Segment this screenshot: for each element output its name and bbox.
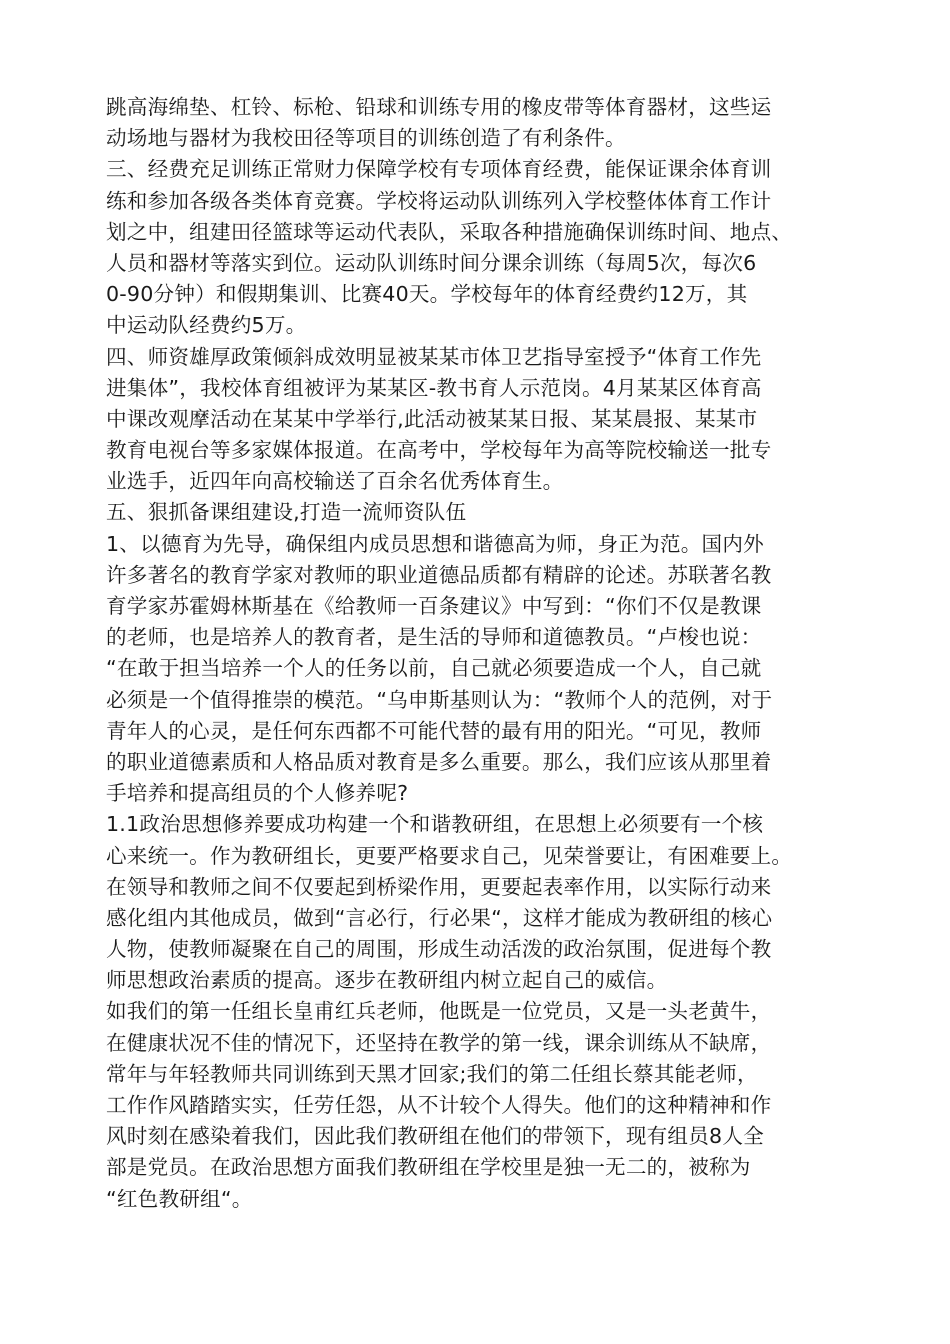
text-line: 人物，使教师凝聚在自己的周围，形成生动活泼的政治氛围，促进每个教	[106, 937, 772, 962]
text-line: 动场地与器材为我校田径等项目的训练创造了有利条件。	[106, 126, 626, 151]
text-line: 划之中，组建田径篮球等运动代表队，采取各种措施确保训练时间、地点、	[106, 219, 793, 244]
text-line: 师思想政治素质的提高。逐步在教研组内树立起自己的威信。	[106, 968, 668, 993]
text-line: 许多著名的教育学家对教师的职业道德品质都有精辟的论述。苏联著名教	[106, 562, 772, 587]
text-line: 部是党员。在政治思想方面我们教研组在学校里是独一无二的，被称为	[106, 1155, 751, 1180]
text-line: 跳高海绵垫、杠铃、标枪、铅球和训练专用的橡皮带等体育器材，这些运	[106, 95, 772, 119]
text-line: 练和参加各级各类体育竞赛。学校将运动队训练列入学校整体体育工作计	[106, 188, 772, 213]
text-line: 手培养和提高组员的个人修养呢?	[106, 781, 409, 806]
text-line: 教育电视台等多家媒体报道。在高考中，学校每年为高等院校输送一批专	[106, 438, 772, 463]
text-line: 在领导和教师之间不仅要起到桥梁作用，更要起表率作用，以实际行动来	[106, 874, 772, 899]
text-line: 心来统一。作为教研组长，更要严格要求自己，见荣誉要让，有困难要上。	[106, 843, 793, 868]
text-line: “在敢于担当培养一个人的任务以前，自己就必须要造成一个人，自己就	[106, 656, 762, 681]
section-heading: 五、狠抓备课组建设,打造一流师资队伍	[106, 500, 467, 525]
text-line: 青年人的心灵，是任何东西都不可能代替的最有用的阳光。“可见，教师	[106, 718, 762, 743]
text-line: 三、经费充足训练正常财力保障学校有专项体育经费，能保证课余体育训	[106, 157, 772, 182]
text-line: 工作作风踏踏实实，任劳任怨，从不计较个人得失。他们的这种精神和作	[106, 1093, 772, 1117]
text-line: “红色教研组“。	[106, 1186, 253, 1211]
text-line: 风时刻在感染着我们，因此我们教研组在他们的带领下，现有组员8人全	[106, 1124, 764, 1149]
text-line: 在健康状况不佳的情况下，还坚持在教学的第一线，课余训练从不缺席，	[106, 1030, 772, 1055]
text-line: 1.1政治思想修养要成功构建一个和谐教研组，在思想上必须要有一个核	[106, 812, 764, 837]
text-line: 常年与年轻教师共同训练到天黑才回家;我们的第二任组长蔡其能老师，	[106, 1061, 758, 1086]
text-line: 如我们的第一任组长皇甫红兵老师，他既是一位党员，又是一头老黄牛，	[106, 999, 772, 1024]
text-line: 人员和器材等落实到位。运动队训练时间分课余训练（每周5次，每次6	[106, 250, 757, 275]
text-line: 中课改观摩活动在某某中学举行,此活动被某某日报、某某晨报、某某市	[106, 406, 758, 431]
text-line: 中运动队经费约5万。	[106, 313, 307, 338]
text-line: 1、以德育为先导，确保组内成员思想和谐德高为师，身正为范。国内外	[106, 531, 764, 556]
document-body	[106, 92, 866, 1215]
text-line: 四、师资雄厚政策倾斜成效明显被某某市体卫艺指导室授予“体育工作先	[106, 344, 762, 369]
text-line: 0-90分钟）和假期集训、比赛40天。学校每年的体育经费约12万，其	[106, 282, 748, 307]
text-line: 必须是一个值得推崇的模范。“乌申斯基则认为：“教师个人的范例，对于	[106, 687, 773, 712]
text-line: 进集体”，我校体育组被评为某某区-教书育人示范岗。4月某某区体育高	[106, 375, 762, 400]
text-line: 的老师，也是培养人的教育者，是生活的导师和道德教员。“卢梭也说：	[106, 625, 762, 650]
text-line: 育学家苏霍姆林斯基在《给教师一百条建议》中写到：“你们不仅是教课	[106, 594, 762, 618]
text-line: 感化组内其他成员，做到“言必行，行必果“，这样才能成为教研组的核心	[106, 905, 773, 930]
text-line: 业选手，近四年向高校输送了百余名优秀体育生。	[106, 469, 564, 494]
text-line: 的职业道德素质和人格品质对教育是多么重要。那么，我们应该从那里着	[106, 749, 772, 774]
